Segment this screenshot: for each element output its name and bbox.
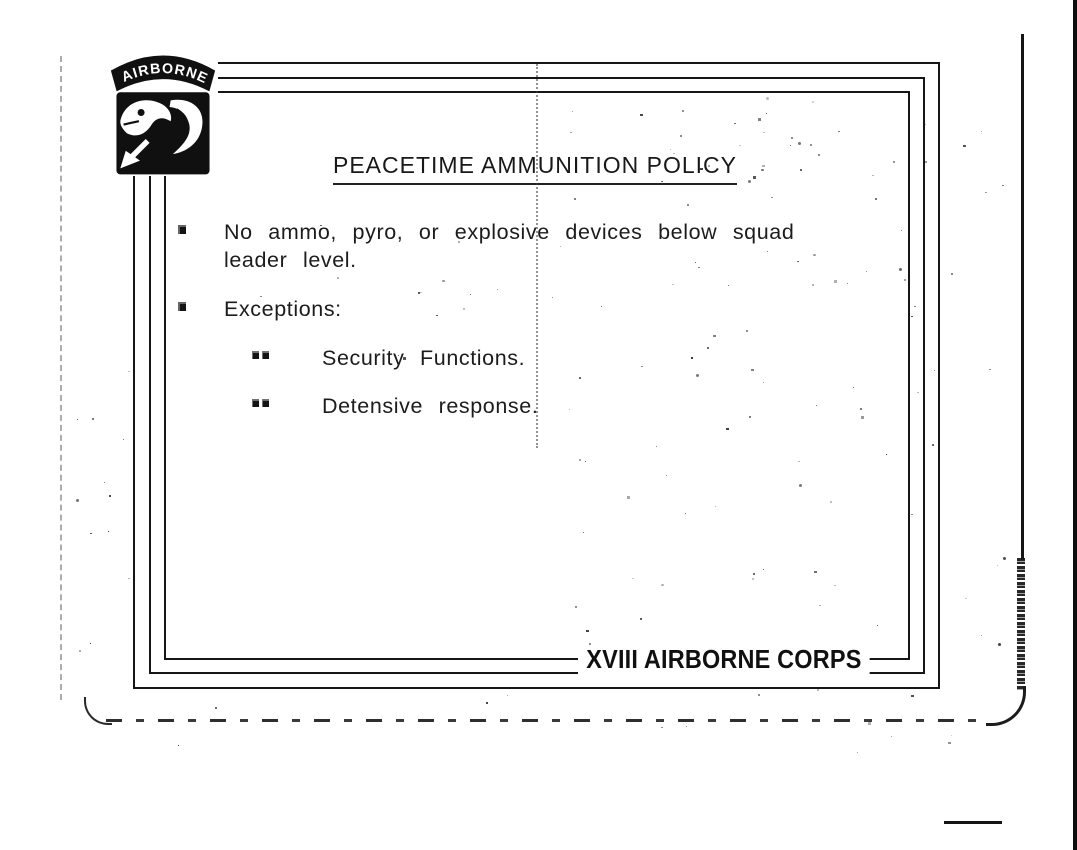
double-square-bullet-icon (262, 399, 269, 407)
scan-noise-speck (685, 513, 686, 514)
scan-noise-speck (998, 643, 1001, 646)
scan-noise-speck (178, 745, 179, 746)
scan-noise-speck (601, 306, 602, 307)
transparency-corner-bottom-left (84, 697, 112, 725)
scan-noise-speck (1003, 557, 1006, 560)
scan-noise-speck (123, 439, 124, 440)
scan-noise-speck (766, 113, 767, 114)
sub-bullet-text: Security Functions. (322, 346, 526, 370)
scan-noise-speck (707, 347, 709, 349)
scan-noise-speck (866, 271, 867, 272)
bullet-text: Exceptions: (224, 297, 342, 321)
scan-noise-speck (948, 742, 951, 744)
scan-noise-speck (751, 369, 754, 371)
scan-noise-speck (981, 131, 982, 132)
footer-unit-banner: XVIII AIRBORNE CORPS (578, 645, 870, 678)
scan-noise-speck (911, 695, 914, 697)
double-square-bullet-icon (262, 351, 269, 359)
scan-noise-speck (951, 273, 953, 275)
scan-noise-speck (830, 501, 832, 503)
scan-noise-speck (104, 482, 105, 483)
scan-noise-speck (574, 198, 576, 200)
airborne-tab-text: AIRBORNE (119, 60, 211, 88)
bullet-item (178, 218, 836, 274)
scan-edge-strip (1073, 0, 1077, 850)
scan-noise-speck (925, 161, 927, 163)
sub-bullet-item (252, 392, 538, 420)
scan-noise-speck (585, 461, 586, 462)
scan-noise-speck (215, 707, 217, 709)
transparency-corner-bottom-right (986, 686, 1026, 726)
scan-noise-speck (713, 335, 716, 337)
scan-noise-speck (799, 484, 802, 487)
scan-noise-speck (470, 294, 471, 295)
scan-noise-speck (746, 330, 748, 332)
scan-noise-speck (877, 625, 878, 626)
scan-noise-speck (507, 695, 508, 696)
scan-noise-speck (932, 444, 934, 446)
scan-noise-speck (763, 132, 765, 133)
scan-noise-speck (570, 132, 572, 133)
scan-noise-speck (128, 371, 130, 372)
scan-noise-speck (901, 230, 902, 231)
square-bullet-icon (178, 302, 186, 311)
airborne-corps-patch-icon (108, 38, 218, 176)
left-margin-dotted-line (60, 56, 64, 700)
airborne-patch-svg (108, 38, 218, 176)
scan-noise-speck (753, 573, 755, 575)
scan-noise-speck (90, 533, 92, 534)
scan-noise-speck (917, 392, 919, 393)
scan-noise-speck (886, 454, 887, 455)
scan-noise-speck (819, 605, 821, 606)
scan-noise-speck (763, 382, 764, 383)
scan-noise-speck (575, 606, 577, 608)
scan-noise-speck (640, 618, 642, 620)
scan-noise-speck (834, 280, 837, 283)
scan-noise-speck (814, 571, 817, 573)
double-square-bullet-icon (252, 399, 259, 407)
scan-noise-speck (640, 114, 643, 116)
scan-noise-speck (758, 694, 760, 696)
scan-noise-speck (749, 416, 751, 418)
sub-bullet-item (252, 344, 525, 372)
scan-noise-speck (911, 514, 913, 515)
scan-noise-speck (486, 702, 488, 704)
center-crease-line (536, 64, 538, 448)
square-bullet-icon (178, 225, 186, 234)
scan-noise-speck (109, 495, 111, 497)
scan-noise-speck (90, 643, 91, 644)
scan-noise-speck (838, 131, 840, 132)
scan-noise-speck (76, 499, 79, 502)
scan-noise-speck (997, 565, 998, 566)
bullet-item (178, 295, 342, 323)
scan-noise-speck (752, 578, 754, 580)
sub-bullet-text: Detensive response. (322, 394, 539, 418)
scan-noise-speck (128, 578, 130, 579)
scan-noise-speck (891, 736, 892, 737)
scan-noise-speck (734, 123, 736, 124)
scan-noise-speck (92, 418, 94, 420)
scan-noise-speck (771, 197, 773, 198)
scan-noise-speck (686, 726, 687, 727)
scan-noise-speck (763, 569, 764, 570)
scan-noise-speck (627, 496, 630, 499)
scan-noise-speck (853, 387, 854, 388)
bullet-text: No ammo, pyro, or explosive devices below squad leader level. (224, 220, 795, 272)
scan-noise-speck (418, 292, 420, 294)
scan-noise-speck (632, 578, 634, 579)
transparency-right-edge (1021, 34, 1024, 560)
scan-noise-speck (497, 289, 498, 290)
scan-noise-speck (989, 369, 991, 370)
scan-noise-speck (868, 722, 871, 725)
scan-noise-speck (79, 650, 81, 652)
scan-noise-speck (661, 727, 663, 728)
scan-noise-speck (726, 428, 729, 430)
transparency-right-edge-rough (1017, 558, 1025, 690)
scan-noise-speck (670, 149, 671, 150)
transparency-bottom-edge (106, 719, 988, 722)
scan-noise-speck (579, 377, 581, 379)
scan-noise-speck (985, 192, 987, 193)
scan-noise-speck (77, 419, 78, 420)
page-mark-line (944, 821, 1002, 824)
scan-noise-speck (1002, 185, 1004, 186)
scan-noise-speck (963, 145, 966, 147)
scan-noise-speck (436, 315, 438, 316)
title-row (164, 152, 906, 185)
scan-noise-speck (572, 111, 573, 112)
scan-noise-speck (656, 446, 657, 447)
scan-noise-speck (586, 630, 589, 632)
scan-noise-speck (758, 118, 761, 121)
double-square-bullet-icon (252, 351, 259, 359)
scan-noise-speck (790, 145, 791, 146)
scan-noise-speck (911, 316, 913, 317)
scan-noise-speck (981, 635, 982, 636)
slide-title: PEACETIME AMMUNITION POLICY (333, 152, 737, 185)
scan-noise-speck (857, 752, 858, 753)
scan-noise-speck (661, 584, 664, 586)
scan-noise-speck (861, 416, 864, 419)
scan-noise-speck (951, 735, 952, 736)
scan-noise-speck (810, 144, 812, 146)
scan-noise-speck (817, 689, 819, 691)
scan-noise-speck (682, 110, 684, 112)
scan-noise-speck (934, 370, 935, 371)
scan-noise-speck (965, 598, 967, 599)
scan-noise-speck (108, 531, 109, 532)
scan-noise-speck (904, 279, 906, 281)
scan-noise-speck (816, 405, 817, 406)
scan-noise-speck (798, 461, 800, 462)
scan-noise-speck (691, 357, 693, 359)
